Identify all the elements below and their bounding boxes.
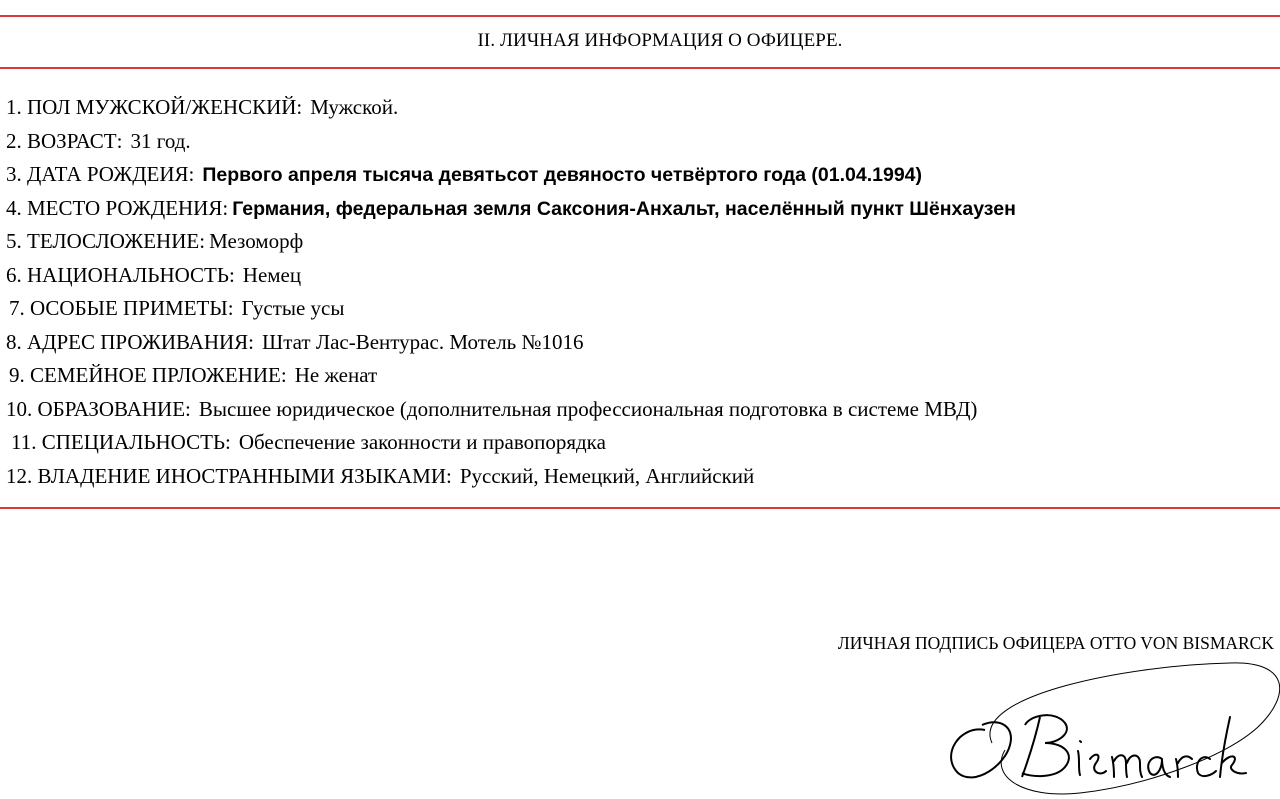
field-value: Германия, федеральная земля Саксония-Анхальт, населённый пункт Шёнхаузен [232, 197, 1016, 220]
field-value: Не женат [294, 363, 378, 387]
field-value: Густые усы [241, 296, 345, 320]
bottom-divider [0, 507, 1280, 509]
field-value: Первого апреля тысяча девятьсот девяносто четвёртого года (01.04.1994) [202, 164, 923, 186]
field-value: Мужской. [310, 95, 399, 119]
field-label: 5. ТЕЛОСЛОЖЕНИЕ: [6, 229, 206, 253]
field-value: Обеспечение законности и правопорядка [238, 430, 606, 454]
field-marital-status [6, 359, 1016, 393]
header-divider [0, 67, 1280, 69]
field-birth-place [6, 192, 1016, 226]
field-birth-date [6, 158, 1016, 192]
signature-script [1078, 717, 1246, 777]
field-nationality [6, 259, 1016, 293]
field-distinguishing-marks [6, 292, 1016, 326]
top-divider [0, 15, 1280, 17]
field-label: 7. ОСОБЫЕ ПРИМЕТЫ: [9, 296, 234, 320]
field-build [6, 225, 1016, 259]
signature-initial-b [1022, 715, 1069, 777]
field-value: 31 год. [130, 128, 191, 153]
field-value: Мезоморф [209, 229, 304, 253]
handwritten-signature [930, 655, 1280, 799]
field-languages [6, 460, 1016, 494]
field-label: 12. ВЛАДЕНИЕ ИНОСТРАННЫМИ ЯЗЫКАМИ: [6, 463, 452, 488]
field-label: 9. СЕМЕЙНОЕ ПРЛОЖЕНИЕ: [9, 363, 287, 387]
field-education [6, 393, 1016, 427]
field-label: 10. ОБРАЗОВАНИЕ: [6, 396, 191, 421]
field-label: 11. СПЕЦИАЛЬНОСТЬ: [11, 430, 231, 454]
field-value: Штат Лас-Вентурас. Мотель №1016 [262, 329, 584, 354]
field-label: 4. МЕСТО РОЖДЕНИЯ: [6, 195, 229, 220]
signature-flourish [990, 663, 1280, 794]
field-specialty [6, 426, 1016, 460]
field-gender [6, 91, 1016, 125]
field-label: 2. ВОЗРАСТ: [6, 128, 123, 153]
field-label: 6. НАЦИОНАЛЬНОСТЬ: [6, 262, 235, 287]
signature-caption: ЛИЧНАЯ ПОДПИСЬ ОФИЦЕРА OTTO VON BISMARCK [837, 633, 1274, 653]
field-value: Высшее юридическое (дополнительная профессиональная подготовка в системе МВД) [198, 396, 978, 421]
field-address [6, 326, 1016, 360]
field-value: Русский, Немецкий, Английский [459, 463, 755, 488]
field-label: 3. ДАТА РОЖДЕИЯ: [6, 162, 195, 186]
field-value: Немец [242, 262, 302, 287]
field-age [6, 125, 1016, 159]
personal-info-list [6, 91, 1016, 493]
field-label: 8. АДРЕС ПРОЖИВАНИЯ: [6, 329, 255, 354]
section-title: II. ЛИЧНАЯ ИНФОРМАЦИЯ О ОФИЦЕРЕ. [477, 30, 843, 51]
field-label: 1. ПОЛ МУЖСКОЙ/ЖЕНСКИЙ: [6, 95, 303, 119]
